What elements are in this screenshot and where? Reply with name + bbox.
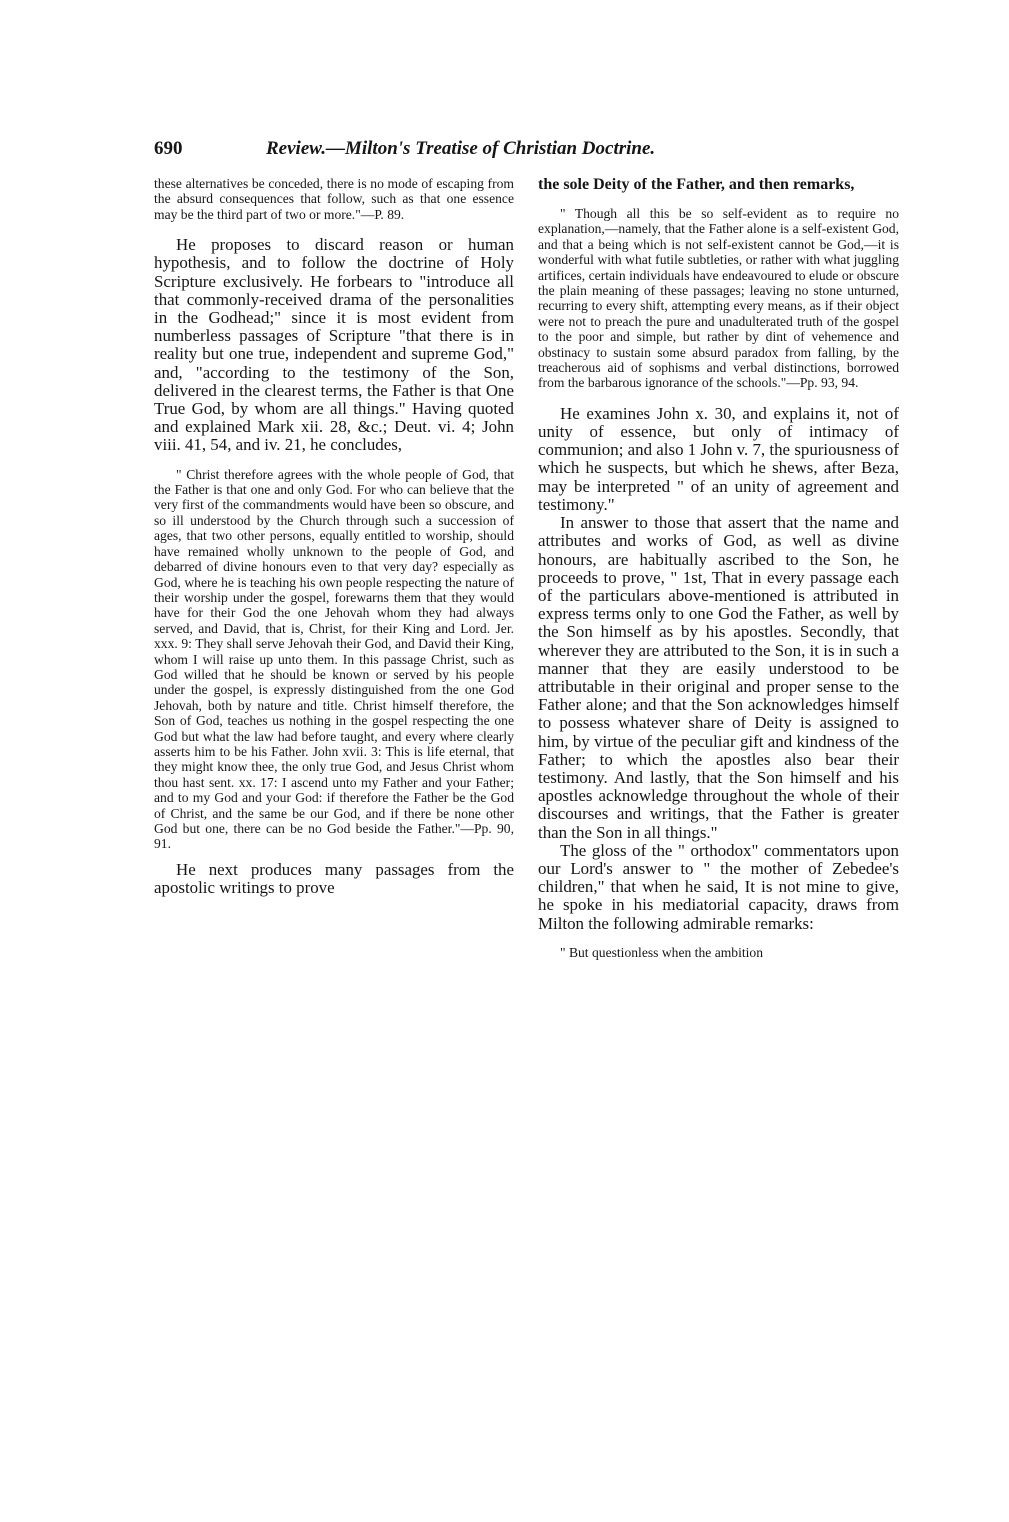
left-column xyxy=(154,176,514,897)
body-paragraph: the sole Deity of the Father, and then remarks, xyxy=(538,176,855,193)
body-paragraph: He examines John x. 30, and explains it, not of unity of essence, but only of intimacy of communion; and also 1 John v. 7, the spuriousness of which he suspects, but which he shews, after Beza, may be interpreted " of an unity of agreement and testimony." xyxy=(538,403,899,514)
right-column xyxy=(538,176,899,960)
body-paragraph: The gloss of the " orthodox" commentators upon our Lord's answer to " the mother of Zebedee's children," that when he said, It is not mine to give, he spoke in his mediatorial capacity, draws from Milton the following admirable remarks: xyxy=(538,840,899,933)
quoted-passage: " Though all this be so self-evident as to require no explanation,—namely, that the Father alone is a self-existent God, and that a being which is not self-existent cannot be God,—it is wonderful with what futile subtleties, or rather with what juggling artifices, certain individuals have endeavoured to elude or obscure the plain meaning of these passages; leaving no stone unturned, recurring to every shift, attempting every means, as if their object were not to preach the pure and unadulterated truth of the gospel to the poor and simple, but rather by dint of vehemence and obstinacy to sustain some absurd paradox from falling, by the treacherous aid of sophisms and verbal distinctions, borrowed from the barbarous ignorance of the schools."—Pp. 93, 94. xyxy=(538,206,899,391)
body-paragraph: He proposes to discard reason or human hypothesis, and to follow the doctrine of Holy Scripture exclusively. He forbears to "introduce all that commonly-received drama of the personalities in the Godhead;" since it is most evident from numberless passages of Scripture "that there is in reality but one true, independent and supreme God," and, "according to the testimony of the Son, delivered in the clearest terms, the Father is that One True God, by whom are all things." Having quoted and explained Mark xii. 28, &c.; Deut. vi. 4; John viii. 41, 54, and iv. 21, he concludes, xyxy=(154,235,514,455)
page-number: 690 xyxy=(154,138,183,159)
body-paragraph: He next produces many passages from the apostolic writings to prove xyxy=(154,859,514,898)
quoted-passage: these alternatives be conceded, there is no mode of escaping from the absurd consequences that follow, such as that one essence may be the third part of two or more."—P. 89. xyxy=(154,176,514,222)
page-header xyxy=(154,138,904,164)
body-paragraph: In answer to those that assert that the name and attributes and works of God, as well as divine honours, are habitually ascribed to the Son, he proceeds to prove, " 1st, That in every passage each of the particulars above-mentioned is attributed in express terms only to one God the Father, as well by the Son himself as by his apostles. Secondly, that wherever they are attributed to the Son, it is in such a manner that they are easily understood to be attributable in their original and proper sense to the Father alone; and that the Son acknowledges himself to possess whatever share of Deity is assigned to him, by virtue of the peculiar gift and kindness of the Father; to which the apostles also bear their testimony. And lastly, that the Son himself and his apostles acknowledge throughout the whole of their discourses and writings, that the Father is greater than the Son in all things." xyxy=(538,513,899,842)
quoted-passage: " Christ therefore agrees with the whole people of God, that the Father is that one and only God. For who can believe that the very first of the commandments would have been so obscure, and so ill understood by the Church through such a succession of ages, that two other persons, equally entitled to worship, should have remained wholly unknown to the people of God, and debarred of divine honours even to that very day? especially as God, where he is teaching his own people respecting the nature of their worship under the gospel, forewarns them that they would have for their God the one Jehovah whom they had always served, and David, that is, Christ, for their King and Lord. Jer. xxx. 9: They shall serve Jehovah their God, and David their King, whom I will raise up unto them. In this passage Christ, such as God willed that he should be known or served by his people under the gospel, is expressly distinguished from the one God Jehovah, both by nature and title. Christ himself therefore, the Son of God, teaches us nothing in the gospel respecting the one God but what the law had before taught, and every where clearly asserts him to be his Father. John xvii. 3: This is life eternal, that they might know thee, the only true God, and Jesus Christ whom thou hast sent. xx. 17: I ascend unto my Father and your Father; and to my God and your God: if therefore the Father be the God of Christ, and the same be our God, and if there be none other God but one, there can be no God beside the Father."—Pp. 90, 91. xyxy=(154,466,514,852)
quoted-passage: " But questionless when the ambition xyxy=(560,944,764,960)
running-head: Review.—Milton's Treatise of Christian Doctrine. xyxy=(266,138,656,159)
